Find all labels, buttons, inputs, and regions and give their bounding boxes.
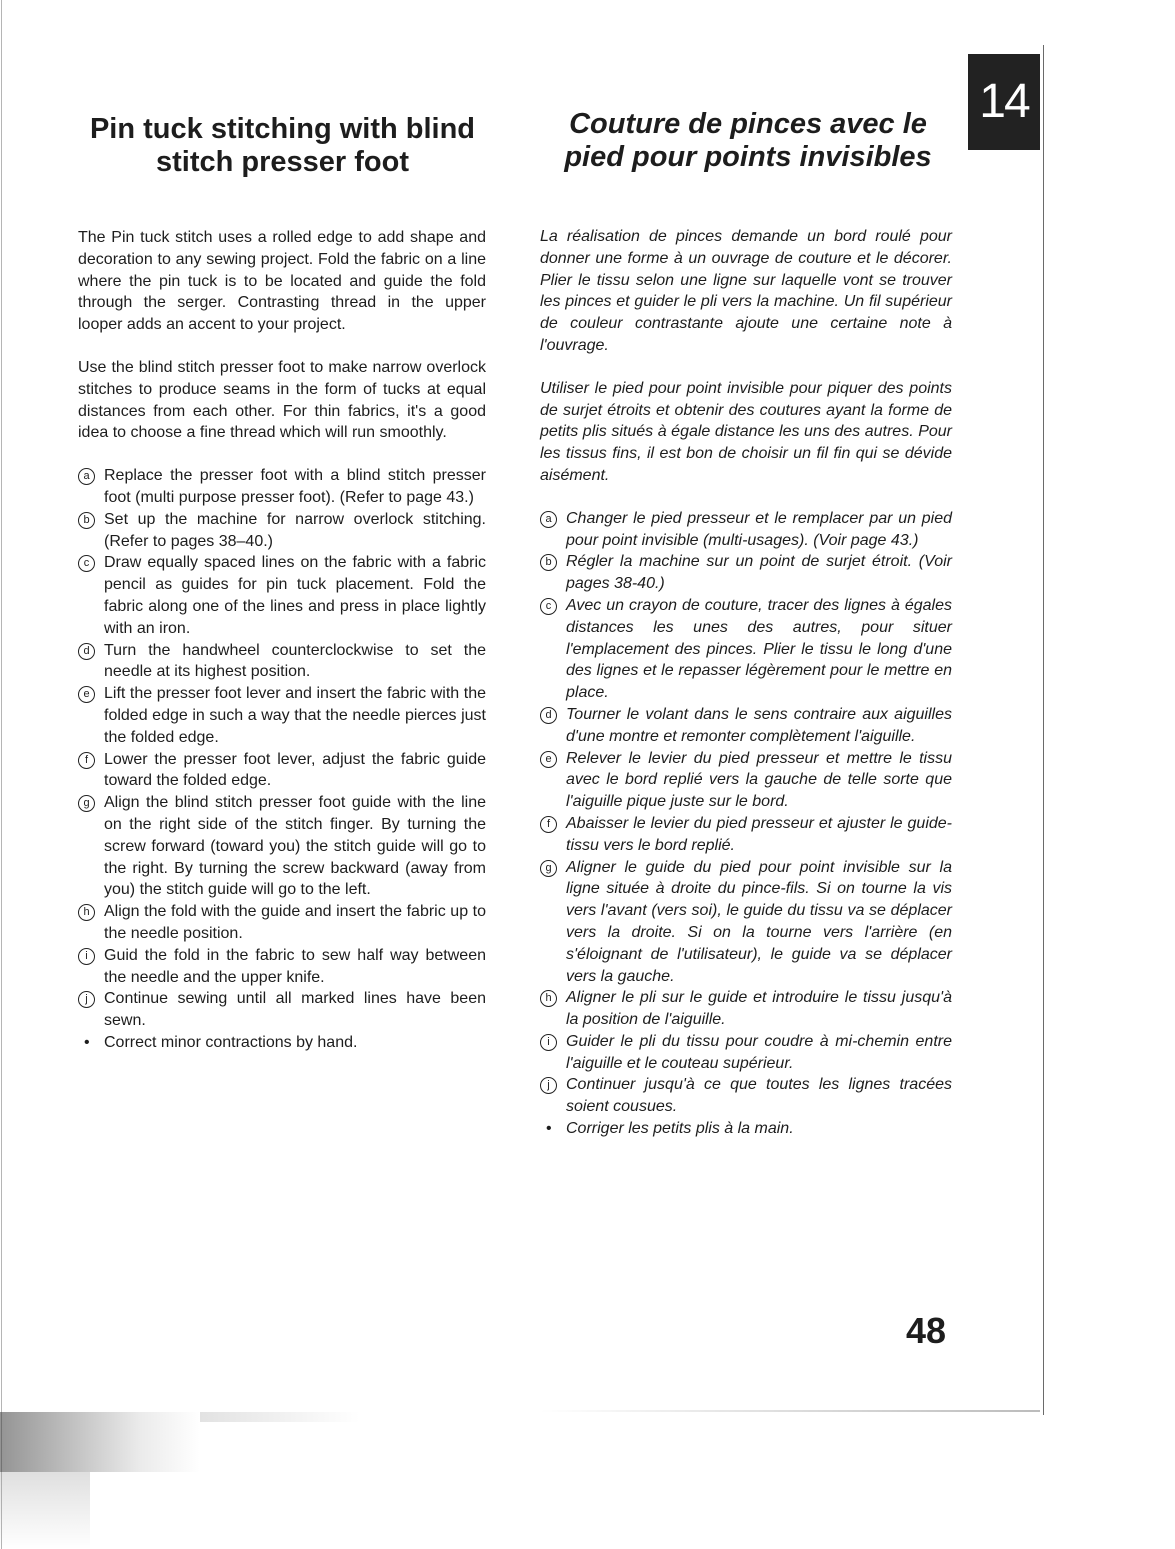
step-item bbox=[78, 901, 486, 945]
step-marker: j bbox=[540, 1077, 557, 1094]
step-text: Replace the presser foot with a blind stitch presser foot (multi purpose presser foot). (Refer to page 43.) bbox=[104, 467, 486, 506]
step-marker: f bbox=[540, 816, 557, 833]
step-marker: f bbox=[78, 752, 95, 769]
step-text: Align the fold with the guide and insert the fabric up to the needle position. bbox=[104, 903, 486, 942]
french-title: Couture de pinces avec le pied pour points invisibles bbox=[564, 108, 932, 173]
step-marker: d bbox=[78, 643, 95, 660]
step-item bbox=[540, 551, 952, 595]
french-intro-paragraph: Utiliser le pied pour point invisible pour piquer des points de surjet étroits et obtenir des coutures ayant la forme de petits plis situés à égale distance les uns des autres. Pour les tissus fins, il est bon de choisir un fil fin qui se dévide aisément. bbox=[540, 379, 952, 484]
step-marker: c bbox=[78, 555, 95, 572]
bullet-marker: • bbox=[546, 1120, 552, 1138]
section-tab: 14 bbox=[968, 54, 1040, 150]
french-column bbox=[540, 226, 952, 1140]
step-marker: a bbox=[540, 511, 557, 528]
step-text: Guider le pli du tissu pour coudre à mi-chemin entre l'aiguille et le couteau supérieur. bbox=[566, 1032, 952, 1072]
step-marker: b bbox=[78, 512, 95, 529]
english-steps-list bbox=[78, 465, 486, 1054]
page-left-edge bbox=[1, 0, 2, 1549]
step-text: Aligner le guide du pied pour point invisible sur la ligne située à droite du pince-fils. Si on tourne la vis vers l'avant (vers soi), le guide du tissu va se déplacer vers la droite. Si on la tourne vers l'arrière (en s'éloignant de l'utilisateur), le guide va se déplacer vers la gauche. bbox=[566, 858, 952, 985]
step-text: Relever le levier du pied presseur et mettre le tissu avec le bord replié vers la gauche de telle sorte que l'aiguille pique juste sur le bord. bbox=[566, 749, 952, 811]
step-marker: e bbox=[78, 686, 95, 703]
step-item bbox=[78, 988, 486, 1032]
step-item bbox=[540, 508, 952, 552]
page-right-edge bbox=[1043, 45, 1044, 1415]
step-item bbox=[540, 1074, 952, 1118]
step-marker: g bbox=[540, 860, 557, 877]
step-item bbox=[78, 509, 486, 553]
step-text: Corriger les petits plis à la main. bbox=[566, 1120, 794, 1138]
step-text: Turn the handwheel counterclockwise to set the needle at its highest position. bbox=[104, 641, 486, 681]
step-marker: j bbox=[78, 991, 95, 1008]
step-marker: c bbox=[540, 598, 557, 615]
step-marker: i bbox=[540, 1034, 557, 1051]
scan-smudge bbox=[0, 1472, 90, 1549]
step-item bbox=[78, 552, 486, 639]
step-text: Correct minor contractions by hand. bbox=[104, 1033, 358, 1051]
step-item bbox=[540, 813, 952, 857]
step-marker: d bbox=[540, 707, 557, 724]
step-text: Abaisser le levier du pied presseur et ajuster le guide-tissu vers le bord replié. bbox=[566, 814, 952, 854]
bullet-marker: • bbox=[84, 1033, 90, 1051]
step-text: Set up the machine for narrow overlock stitching. (Refer to pages 38–40.) bbox=[104, 510, 486, 550]
step-item bbox=[540, 857, 952, 988]
step-item bbox=[540, 1031, 952, 1075]
scan-smudge bbox=[0, 1412, 200, 1472]
english-intro-paragraph: Use the blind stitch presser foot to make narrow overlock stitches to produce seams in the form of tucks at equal distances from each other. For thin fabrics, it's a good idea to choose a fine thread which will run smoothly. bbox=[78, 358, 486, 442]
step-text: Align the blind stitch presser foot guide with the line on the right side of the stitch finger. By turning the screw forward (toward you) the stitch guide will go to the right. By turning the screw backward (away from you) the stitch guide will go to the left. bbox=[104, 794, 486, 899]
english-title: Pin tuck stitching with blind stitch presser foot bbox=[89, 113, 476, 178]
step-marker: b bbox=[540, 554, 557, 571]
step-item bbox=[78, 1032, 486, 1054]
french-steps-list bbox=[540, 508, 952, 1140]
step-item bbox=[78, 640, 486, 684]
step-item bbox=[540, 704, 952, 748]
step-item bbox=[78, 683, 486, 748]
step-text: Avec un crayon de couture, tracer des lignes à égales distances les unes des autres, pour situer l'emplacement des pinces. Plier le tissu le long d'une des lignes et le repasser légèrement pour le mettre en place. bbox=[566, 596, 952, 702]
step-item bbox=[540, 748, 952, 813]
step-text: Régler la machine sur un point de surjet étroit. (Voir pages 38-40.) bbox=[566, 553, 952, 593]
step-marker: h bbox=[78, 904, 95, 921]
step-marker: e bbox=[540, 751, 557, 768]
step-item bbox=[540, 595, 952, 704]
step-marker: h bbox=[540, 990, 557, 1007]
step-text: Draw equally spaced lines on the fabric with a fabric pencil as guides for pin tuck placement. Fold the fabric along one of the lines and press in place lightly with an iron. bbox=[104, 554, 486, 637]
step-text: Lower the presser foot lever, adjust the fabric guide toward the folded edge. bbox=[104, 750, 486, 790]
english-intro-paragraph: The Pin tuck stitch uses a rolled edge to add shape and decoration to any sewing project. Fold the fabric on a line where the pin tuck is to be located and guide the fold through the serger. Contrasting thread in the upper looper adds an accent to your project. bbox=[78, 229, 486, 334]
step-marker: i bbox=[78, 948, 95, 965]
scan-smudge bbox=[540, 1410, 1040, 1412]
step-marker: g bbox=[78, 795, 95, 812]
step-text: Continuer jusqu'à ce que toutes les lignes tracées soient cousues. bbox=[566, 1076, 952, 1116]
step-item bbox=[540, 987, 952, 1031]
page-number: 48 bbox=[906, 1310, 947, 1351]
step-item bbox=[540, 1118, 952, 1140]
step-text: Changer le pied presseur et le remplacer par un pied pour point invisible (multi-usages). (Voir page 43.) bbox=[566, 509, 952, 549]
step-text: Aligner le pli sur le guide et introduire le tissu jusqu'à la position de l'aiguille. bbox=[566, 989, 952, 1029]
step-marker: a bbox=[78, 468, 95, 485]
step-text: Tourner le volant dans le sens contraire aux aiguilles d'une montre et remonter complètement l'aiguille. bbox=[566, 705, 952, 745]
step-text: Continue sewing until all marked lines have been sewn. bbox=[104, 990, 486, 1030]
french-intro-paragraph: La réalisation de pinces demande un bord roulé pour donner une forme à un ouvrage de couture et le décorer. Plier le tissu selon une ligne sur laquelle vont se trouver les pinces et guider le pli vers la machine. Un fil supérieur de couleur contrastante ajoute une certaine note à l'ouvrage. bbox=[540, 228, 952, 354]
step-item bbox=[78, 792, 486, 901]
english-column bbox=[78, 227, 486, 1054]
step-item bbox=[78, 749, 486, 793]
step-text: Lift the presser foot lever and insert the fabric with the folded edge in such a way that the needle pierces just the folded edge. bbox=[104, 685, 486, 746]
step-text: Guid the fold in the fabric to sew half way between the needle and the upper knife. bbox=[104, 946, 486, 986]
scan-smudge bbox=[200, 1412, 360, 1422]
step-item bbox=[78, 465, 486, 509]
step-item bbox=[78, 945, 486, 989]
